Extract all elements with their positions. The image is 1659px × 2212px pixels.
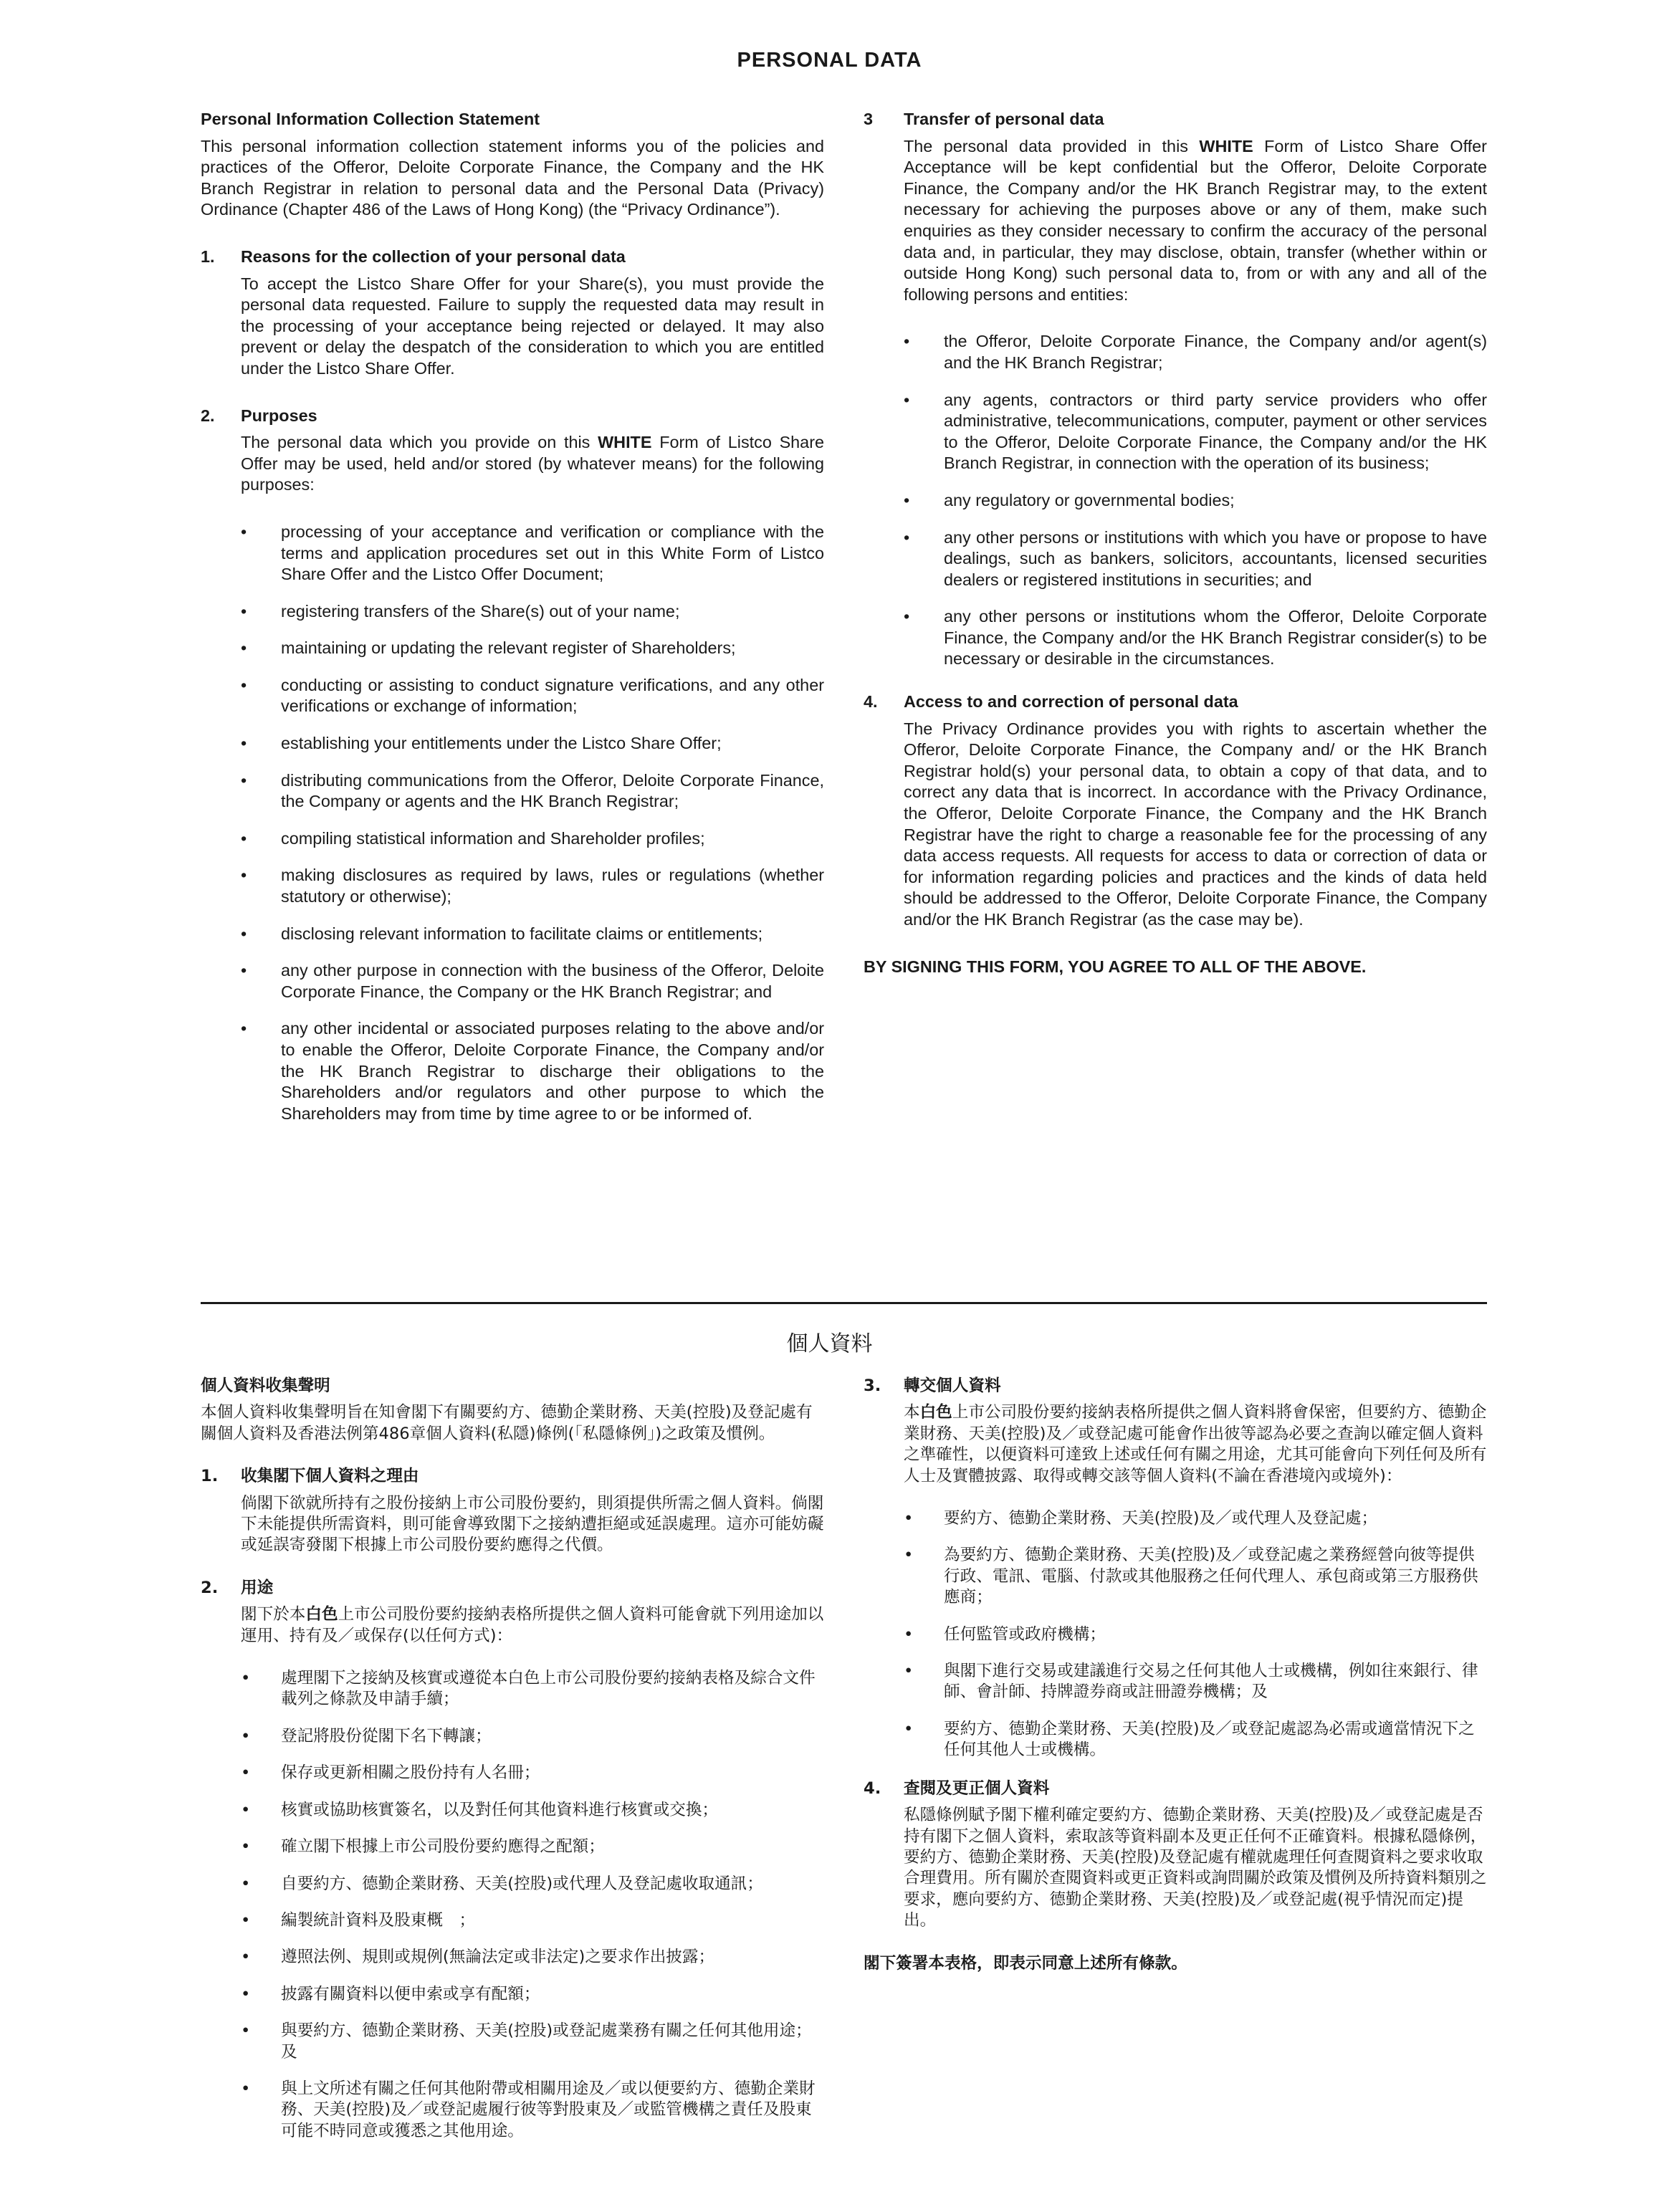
intro-text: This personal information collection statement informs you of the policies and practices of the Offeror, Deloite Corporate Finance, the Company and the HK Branch Registrar in relation to personal data and the Personal Data (Privacy) Ordinance (Chapter 486 of the Laws of Hong Kong) (the “Privacy Ordinance”). — [201, 136, 824, 219]
bullet-icon: • — [241, 924, 247, 943]
section-1-text-zh: 倘閣下欲就所持有之股份接納上市公司股份要約，則須提供所需之個人資料。倘閣下未能提供所需資料，則可能會導致閣下之接納遭拒絕或延誤處理。這亦可能妨礙或延誤寄發閣下根據上市公司股份要約應得之代價。 — [241, 1493, 824, 1555]
section-number: 4. — [864, 692, 878, 712]
section-1-heading — [201, 246, 824, 268]
section-3-heading — [864, 109, 1487, 130]
section-title: Access to and correction of personal data — [904, 692, 1238, 712]
section-2-heading-zh — [201, 1578, 824, 1599]
section-2-heading — [201, 406, 824, 427]
list-item: • processing of your acceptance and verification or compliance with the terms and application procedures set out in this White Form of Listco Share Offer and the Listco Offer Document; — [241, 522, 824, 584]
section-4-heading-zh — [864, 1778, 1487, 1799]
section-title: Purposes — [241, 406, 317, 425]
section-divider — [201, 1302, 1487, 1304]
section-title: 轉交個人資料 — [904, 1376, 1001, 1395]
list-item: • 任何監管或政府機構； — [904, 1624, 1487, 1645]
list-item: • 核實或協助核實簽名，以及對任何其他資料進行核實或交換； — [241, 1800, 824, 1821]
section-title: Transfer of personal data — [904, 110, 1104, 128]
bullet-icon: • — [904, 1719, 914, 1738]
list-item: • any other purpose in connection with the business of the Offeror, Deloite Corporate Finance, the Company or the HK Branch Registrar; and — [241, 961, 824, 1001]
section-2-text-zh: 閣下於本白色上市公司股份要約接納表格所提供之個人資料可能會就下列用途加以運用、持有及／或保存(以任何方式)： — [241, 1605, 824, 1645]
agreement-statement: BY SIGNING THIS FORM, YOU AGREE TO ALL OF THE ABOVE. — [864, 957, 1367, 976]
bullet-icon: • — [904, 607, 910, 626]
section-1-text: To accept the Listco Share Offer for your Share(s), you must provide the personal data requested. Failure to supply the requested data may result in the processing of your acceptance being rejected or delayed. It may also prevent or delay the despatch of the consideration to which you are entitled under the Listco Share Offer. — [241, 274, 824, 378]
list-item: • 披露有關資料以便申索或享有配額； — [241, 1984, 824, 2005]
bullet-icon: • — [241, 2079, 251, 2098]
list-item: • 要約方、德勤企業財務、天美(控股)及／或登記處認為必需或適當情況下之任何其他人士或機構。 — [904, 1719, 1475, 1760]
list-item: • distributing communications from the Offeror, Deloite Corporate Finance, the Company or agents and the HK Branch Registrar; — [241, 770, 824, 811]
bullet-icon: • — [904, 332, 910, 351]
bullet-icon: • — [241, 1019, 247, 1038]
bullet-icon: • — [904, 390, 910, 409]
transfer-list — [904, 331, 1487, 670]
section-number: 4. — [864, 1778, 881, 1798]
bullet-icon: • — [241, 1800, 251, 1819]
section-3-heading-zh — [864, 1376, 1487, 1397]
section-1 — [201, 246, 824, 380]
bullet-icon: • — [904, 1624, 914, 1644]
bullet-icon: • — [904, 527, 910, 547]
list-item: • compiling statistical information and Shareholder profiles; — [241, 828, 824, 850]
bullet-icon: • — [241, 1837, 251, 1857]
list-item: • making disclosures as required by laws, rules or regulations (whether statutory or otherwise); — [241, 866, 824, 906]
list-item: • any other persons or institutions with which you have or propose to have dealings, such as bankers, solicitors, accountants, licensed securities dealers or registered institutions in securities; and — [904, 527, 1487, 589]
bullet-icon: • — [241, 734, 247, 753]
purposes-list-zh — [241, 1668, 824, 2142]
list-item: • 與上文所述有關之任何其他附帶或相關用途及／或以便要約方、德勤企業財務、天美(控股)及／或登記處履行彼等對股東及／或監管機構之責任及股東可能不時同意或獲悉之其他用途。 — [241, 2079, 816, 2140]
section-number: 2. — [201, 406, 215, 425]
list-item: • establishing your entitlements under the Listco Share Offer; — [241, 733, 824, 755]
section-3-text-zh: 本白色上市公司股份要約接納表格所提供之個人資料將會保密，但要約方、德勤企業財務、天美(控股)及／或登記處可能會作出彼等認為必要之查詢以確定個人資料之準確性，以便資料可達致上述或任何有關之用途，尤其可能會向下列任何及所有人士及實體披露、取得或轉交該等個人資料(不論在香港境內或境外)： — [904, 1403, 1487, 1485]
page-title-chinese: 個人資料 — [786, 1331, 873, 1356]
list-item: • the Offeror, Deloite Corporate Finance, the Company and/or agent(s) and the HK Branch Registrar; — [904, 332, 1487, 372]
bullet-icon: • — [904, 1509, 914, 1528]
bullet-icon: • — [241, 522, 247, 541]
bullet-icon: • — [241, 638, 247, 658]
list-item: • 遵照法例、規則或規例(無論法定或非法定)之要求作出披露； — [241, 1947, 824, 1968]
list-item: • any other persons or institutions whom the Offeror, Deloite Corporate Finance, the Company and/or the HK Branch Registrar consider(s) to be necessary or desirable in the circumstances. — [904, 607, 1487, 669]
english-right-column — [864, 109, 1487, 977]
section-4-zh — [864, 1778, 1487, 1932]
list-item: • 登記將股份從閣下名下轉讓； — [241, 1726, 824, 1747]
bullet-icon: • — [904, 1662, 914, 1681]
chinese-left-column — [201, 1376, 824, 2159]
transfer-list-zh — [904, 1508, 1487, 1761]
list-item: • any regulatory or governmental bodies; — [904, 490, 1487, 512]
list-item: • 自要約方、德勤企業財務、天美(控股)或代理人及登記處收取通訊； — [241, 1874, 824, 1895]
bullet-icon: • — [241, 1948, 251, 1967]
bullet-icon: • — [241, 961, 247, 980]
section-number: 1. — [201, 1467, 219, 1486]
bullet-icon: • — [904, 1546, 914, 1565]
list-item: • conducting or assisting to conduct signature verifications, and any other verifications or exchange of information; — [241, 675, 824, 716]
page-title-english: PERSONAL DATA — [737, 49, 922, 72]
list-item: • maintaining or updating the relevant register of Shareholders; — [241, 638, 824, 659]
list-item: • registering transfers of the Share(s) out of your name; — [241, 601, 824, 623]
intro-heading-zh: 個人資料收集聲明 — [201, 1376, 330, 1395]
section-title: 查閱及更正個人資料 — [904, 1778, 1050, 1798]
section-number: 1. — [201, 246, 215, 266]
section-3 — [864, 109, 1487, 670]
bullet-icon: • — [241, 2021, 251, 2041]
section-number: 3 — [864, 110, 874, 128]
section-title: Reasons for the collection of your personal data — [241, 246, 626, 266]
bullet-icon: • — [241, 675, 247, 694]
section-4-heading — [864, 691, 1487, 713]
list-item: • 確立閣下根據上市公司股份要約應得之配額； — [241, 1837, 824, 1857]
purposes-list — [241, 522, 824, 1124]
bullet-icon: • — [241, 866, 247, 885]
list-item: • disclosing relevant information to facilitate claims or entitlements; — [241, 924, 824, 945]
section-2-text: The personal data which you provide on this WHITE Form of Listco Share Offer may be used, held and/or stored (by whatever means) for the following purposes: — [241, 433, 824, 494]
agreement-statement-zh: 閣下簽署本表格，即表示同意上述所有條款。 — [864, 1953, 1187, 1973]
section-title: 收集閣下個人資料之理由 — [241, 1467, 419, 1486]
list-item: • 與閣下進行交易或建議進行交易之任何其他人士或機構，例如往來銀行、律師、會計師、持牌證券商或註冊證券機構；及 — [904, 1662, 1478, 1702]
list-item: • 處理閣下之接納及核實或遵從本白色上市公司股份要約接納表格及綜合文件載列之條款及申請手續； — [241, 1669, 816, 1709]
intro-text-zh: 本個人資料收集聲明旨在知會閣下有關要約方、德勤企業財務、天美(控股)及登記處有關個人資料及香港法例第486章個人資料(私隱)條例(「私隱條例」)之政策及慣例。 — [201, 1403, 813, 1443]
bullet-icon: • — [241, 1726, 251, 1746]
bullet-icon: • — [241, 1669, 251, 1688]
list-item: • 編製統計資料及股東概 ； — [241, 1910, 824, 1931]
section-4-text: The Privacy Ordinance provides you with rights to ascertain whether the Offeror, Deloite Corporate Finance, the Company and/ or the HK Branch Registrar hold(s) your personal data, to obtain a copy of that data, and to correct any data that is incorrect. In accordance with the Privacy Ordinance, the Offeror, Deloite Corporate Finance, the Company and the HK Branch Registrar have the right to charge a reasonable fee for the processing of any data access requests. All requests for access to data or correction of data or for information regarding policies and practices and the kinds of data held should be addressed to the Offeror, Deloite Corporate Finance, the Company and/or the HK Branch Registrar (as the case may be). — [904, 719, 1487, 929]
bullet-icon: • — [241, 1874, 251, 1893]
list-item: • 為要約方、德勤企業財務、天美(控股)及／或登記處之業務經營向彼等提供行政、電訊、電腦、付款或其他服務之任何代理人、承包商或第三方服務供應商； — [904, 1546, 1478, 1607]
bullet-icon: • — [241, 1984, 251, 2003]
chinese-right-column — [864, 1376, 1487, 1974]
section-title: 用途 — [241, 1578, 274, 1597]
section-1-zh — [201, 1466, 824, 1556]
bullet-icon: • — [241, 828, 247, 848]
section-4 — [864, 691, 1487, 931]
bullet-icon: • — [241, 770, 247, 790]
section-number: 3. — [864, 1376, 881, 1395]
bullet-icon: • — [904, 490, 910, 509]
list-item: • 與要約方、德勤企業財務、天美(控股)或登記處業務有關之任何其他用途；及 — [241, 2021, 812, 2062]
section-4-text-zh: 私隱條例賦予閣下權利確定要約方、德勤企業財務、天美(控股)及／或登記處是否持有閣下之個人資料，索取該等資料副本及更正任何不正確資料。根據私隱條例，要約方、德勤企業財務、天美(控股)及登記處有權就處理任何查閱資料之要求收取合理費用。所有關於查閱資料或更正資料或詢問關於政策及慣例及所持資料類別之要求，應向要約方、德勤企業財務、天美(控股)及／或登記處(視乎情況而定)提出。 — [904, 1806, 1487, 1930]
section-number: 2. — [201, 1578, 219, 1597]
english-left-column — [201, 109, 824, 1146]
section-3-text: The personal data provided in this WHITE Form of Listco Share Offer Acceptance will be kept confidential but the Offeror, Deloite Corporate Finance, the Company and/or the HK Branch Registrar may, to the extent necessary for achieving the purposes above or any of them, make such enquiries as they consider necessary to confirm the accuracy of the personal data and, in particular, they may disclose, obtain, transfer (whether within or outside Hong Kong) such personal data to, from or with any and all of the following persons and entities: — [904, 136, 1487, 304]
intro-heading: Personal Information Collection Statement — [201, 110, 540, 128]
bullet-icon: • — [241, 1910, 251, 1930]
list-item: • any agents, contractors or third party service providers who offer administrative, telecommunications, computer, payment or other services to the Offeror, Deloite Corporate Finance, the Company and/or the HK Branch Registrar, in connection with the operation of its business; — [904, 390, 1487, 473]
list-item: • any other incidental or associated purposes relating to the above and/or to enable the Offeror, Deloite Corporate Finance, the Company and/or the HK Branch Registrar to discharge their obligations to the Shareholders and/or regulators and other purpose to which the Shareholders may from time by time agree to or be informed of. — [241, 1019, 824, 1123]
section-1-heading-zh — [201, 1466, 824, 1487]
section-2 — [201, 406, 824, 1125]
section-2-zh — [201, 1578, 824, 2142]
section-3-zh — [864, 1376, 1487, 1761]
list-item: • 要約方、德勤企業財務、天美(控股)及／或代理人及登記處； — [904, 1508, 1487, 1529]
bullet-icon: • — [241, 1763, 251, 1783]
bullet-icon: • — [241, 601, 247, 621]
list-item: • 保存或更新相關之股份持有人名冊； — [241, 1763, 824, 1784]
